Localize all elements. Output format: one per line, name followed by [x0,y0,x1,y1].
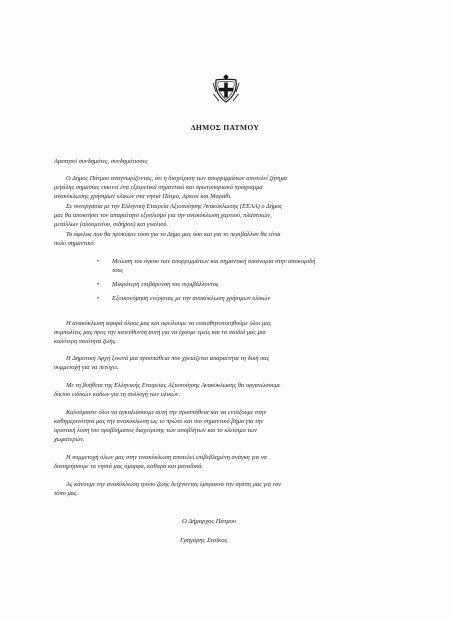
paragraph-line: δίκτυο ειδικών κάδων για τη συλλογή των υλικών. [54,391,181,398]
signature-title: Ο Δήμαρχος Πάτμου [182,518,236,525]
paragraph-line: οριστική λύση του προβλήματος διαχείρισης των αποβλήτων και το κλείσιμο των [54,427,258,434]
paragraph-line: καθημερινότητά μας την ανακύκλωση ως το πρώτο και πιο σημαντικό βήμα για την [54,418,264,425]
paragraph-line: μετάλλων (αλουμινίου, σιδήρου) και γυαλιού. [54,221,169,228]
signature-name: Γρηγόρης Στοϊκος [180,537,228,544]
paragraph-line: συμπολίτες μας προς την κατεύθυνση αυτή για να έχουμε εμείς και τα παιδιά μας μια [54,329,266,336]
paragraph-line: Η Δημοτική Αρχή ξεκινά μια προσπάθεια που χρειάζεται απαραίτητα τη δική σας [66,355,270,362]
paragraph-line: Ο Δήμος Πάτμου αναγνωρίζοντας, ότι η διαχείριση των απορριμμάτων αποτελεί ζήτημα [66,175,288,182]
paragraph-line: Με τη βοήθεια της Ελληνικής Εταιρείας Αξιοποίησης Ανακύκλωσης θα οργανώσουμε [66,382,281,389]
bullet-icon: • [97,259,100,265]
bullet-item: Εξοικονόμηση ενέργειας με την ανακύκλωση χρήσιμων υλικών [112,295,271,302]
paragraph-line: χωματερών. [54,436,85,443]
paragraph-line: τόπο μας. [54,490,79,497]
paragraph-line: Ας κάνουμε την ανακύκλωση τρόπο ζωής δείχνοντας έμπρακτα την αγάπη μας για τον [66,481,281,488]
salutation: Αγαπητοί συνδημότες, συνδημότισσες [54,158,148,165]
paragraph-line: Η συμμετοχή όλων μας στην ανακύκλωση αποτελεί επιβεβλημένη ανάγκη για να [66,454,267,461]
paragraph-line: Η ανακύκλωση αφορά όλους μας και οφείλουμε να ευαισθητοποιηθούμε όλοι μας [66,320,272,327]
paragraph-line: συμμετοχή για να πετύχει. [54,364,119,371]
paragraph-line: καλύτερη ποιότητα ζωής. [54,338,117,345]
paragraph-line: ανακύκλωσης χρήσιμων υλικών στα νησιά Πάτμο, Αρκιοί και Μαράθι. [54,193,232,200]
bullet-icon: • [97,296,100,302]
paragraph-line: μεγάλης σημασίας εκκινεί ένα εξαιρετικά σημαντικό και πρωτοποριακό πρόγραμμα [54,184,263,191]
bullet-item: Μείωση του όγκου των απορριμμάτων και σημαντική οικονομία στην αποκομιδή [112,258,316,265]
paragraph-line: διατηρήσουμε τα νησιά μας όμορφα, καθαρά και μοναδικά. [54,463,204,470]
greek-coat-of-arms-icon [211,74,241,104]
municipality-name: ΔΗΜΟΣ ΠΑΤΜΟΥ [190,123,260,132]
bullet-item: τους [112,267,124,274]
paragraph-line: μας θα αποκτήσει τον απαραίτητο εξοπλισμό για την ανακύκλωση χαρτιού, πλαστικών, [54,212,272,219]
paragraph-line: Το όφελος που θα προκύψει τόσο για το Δήμο μας όσο και για το περιβάλλον θα είναι [66,231,281,238]
paragraph-line: Σε συνεργασία με την Ελληνική Εταιρεία Αξιοποίησης Ανακύκλωσης (ΕΕΑΑ) ο Δήμος [66,203,282,210]
paragraph-line: Καλούμαστε όλοι να αγκαλιάσουμε αυτή την προσπάθεια και να εντάξουμε στην [66,409,267,416]
bullet-icon: • [97,282,100,288]
bullet-item: Μικρότερη επιβάρυνση του περιβάλλοντος [112,281,219,288]
paragraph-line: πολύ σημαντικό: [54,240,96,247]
